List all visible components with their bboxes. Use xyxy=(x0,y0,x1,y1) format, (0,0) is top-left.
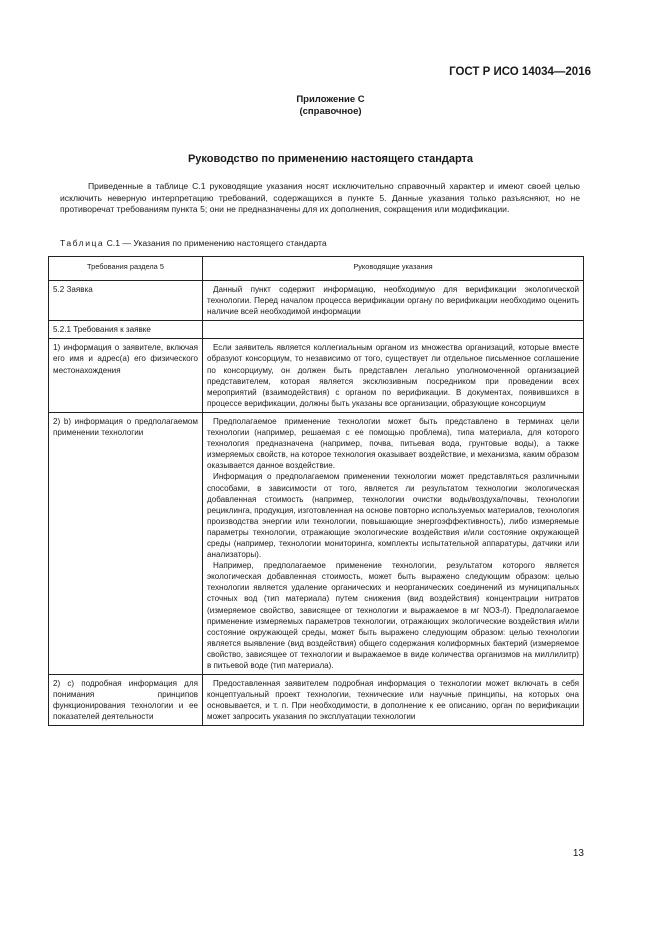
standard-header: ГОСТ Р ИСО 14034—2016 xyxy=(449,66,591,78)
guidance-cell xyxy=(203,675,584,726)
guidance-cell xyxy=(203,412,584,674)
requirement-cell: 1) информация о заявителе, включая его имя и адрес(а) его физического местонахождения xyxy=(49,339,203,413)
guidance-paragraph: Например, предполагаемое применение технологии, результатом которого является экологическая добавленная стоимость, может быть выражено следующим образом: целью технологии является удаление органических и неорганических соединений из муниципальных сточных вод (тип материала) путем снижения (вид воздействия) концентрации нитратов (измеряемое свойство, зависящее от технологии и выражаемое в мг NO3-/l). Предполагаемое применение измеряемых параметров технологии, отражающих экологические воздействия и/или состояние окружающей среды, может быть выражено следующим образом: целью технологии является выявление (вид воздействия) общего содержания колиформных бактерий (измеряемое свойство, зависящее от технологии и выражаемое в виде количества организмов на миллилитр) в питьевой воде (тип материала). xyxy=(207,561,579,670)
guidance-paragraph: Если заявитель является коллегиальным органом из множества организаций, которые вместе образуют консорциум, то независимо от того, существует ли отдельное письменное соглашение по консорциуму, он должен быть представлен легально уполномоченной организацией представителем, которая является эксклюзивным посредником при проведении всех мероприятий (взаимодействия) с органом по верификации. В документах, появившихся в процессе верификации, должны быть указаны все организации, образующие консорциум xyxy=(207,343,579,408)
guidance-cell xyxy=(203,321,584,339)
table-row xyxy=(49,339,584,413)
requirement-cell: 5.2.1 Требования к заявке xyxy=(49,321,203,339)
table-row xyxy=(49,412,584,674)
table-header-row xyxy=(49,257,584,281)
guidance-cell xyxy=(203,339,584,413)
guidance-paragraph: Данный пункт содержит информацию, необходимую для верификации экологической технологии. Перед началом процесса верификации органу по верификации необходимо оценить наличие всей необходимой информации xyxy=(207,285,579,317)
guidance-paragraph: Предполагаемое применение технологии может быть представлено в терминах цели технологии (например, решаемая с ее помощью проблема), типа материала, для которого технология предназначена (например, почва, питьевая вода, грунтовые воды), а также измеряемых свойств, на которое технология оказывает воздействие, и механизма, каким образом оказывается данное воздействие. xyxy=(207,416,579,471)
column-header-guidance: Руководящие указания xyxy=(203,257,584,281)
annex-title: Приложение С xyxy=(296,94,365,105)
annex-heading xyxy=(0,94,661,118)
page-number: 13 xyxy=(572,848,584,859)
guidance-table xyxy=(48,256,584,726)
page-title: Руководство по применению настоящего стандарта xyxy=(187,153,474,165)
guidance-paragraph: Информация о предполагаемом применении технологии может представляться различными способами, в зависимости от того, является ли результатом технологии экологическая добавленная стоимость (например, технологии очистки воды/воздуха/почвы, технологии рециклинга, продукция, изготовленная на основе повторно используемых материалов, технология производства энергии или технологии, повышающие энергоэффективность), либо измеряемые параметры технологии, отражающие экологические воздействия и/или состояние окружающей среды (например, технологии мониторинга, комплекты испытательной аппаратуры, датчики или анализаторы). xyxy=(207,472,579,560)
table-row xyxy=(49,321,584,339)
table-row xyxy=(49,281,584,321)
table-caption xyxy=(60,238,327,248)
requirement-cell: 2) с) подробная информация для понимания принципов функционирования технологии и ее показателей деятельности xyxy=(49,675,203,726)
intro-paragraph: Приведенные в таблице С.1 руководящие указания носят исключительно справочный характер и имеют своей целью исключить неверную интерпретацию требований, содержащихся в пункте 5. Данные указания только разъясняют, но не противоречат требованиям пункта 5; они не предназначены для их дополнения, сокращения или модификации. xyxy=(60,181,580,215)
table-caption-text: — Указания по применению настоящего стандарта xyxy=(122,238,327,248)
column-header-requirements: Требования раздела 5 xyxy=(49,257,203,281)
table-caption-number: С.1 xyxy=(106,238,120,248)
guidance-paragraph: Предоставленная заявителем подробная информация о технологии может включать в себя концептуальный проект технологии, технические или научные принципы, на которых она основывается, и т. п. При необходимости, в дополнение к ее описанию, орган по верификации может запросить указания по эксплуатации технологии xyxy=(207,679,579,722)
requirement-cell: 5.2 Заявка xyxy=(49,281,203,321)
table-caption-label: Таблица xyxy=(60,238,105,248)
guidance-cell xyxy=(203,281,584,321)
table-row xyxy=(49,675,584,726)
requirement-cell: 2) b) информация о предполагаемом применении технологии xyxy=(49,412,203,674)
annex-subtitle: (справочное) xyxy=(299,106,362,117)
